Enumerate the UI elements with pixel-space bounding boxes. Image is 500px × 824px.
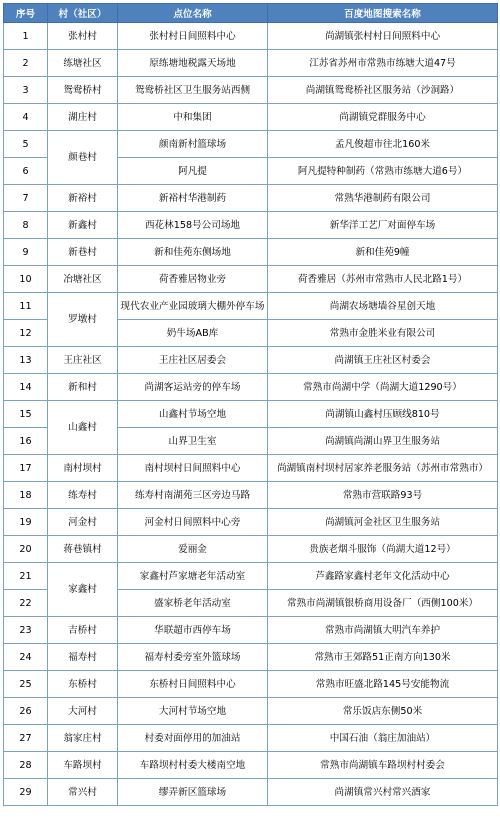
- row-number: 13: [4, 347, 48, 374]
- row-number: 26: [4, 698, 48, 725]
- row-number: 18: [4, 482, 48, 509]
- row-site-name: 大河村节场空地: [118, 698, 268, 725]
- row-site-name: 河金村日间照料中心旁: [118, 509, 268, 536]
- site-table: [3, 3, 498, 806]
- row-number: 7: [4, 185, 48, 212]
- table-row: [4, 752, 498, 779]
- header-site-name: 点位名称: [118, 4, 268, 23]
- row-number: 9: [4, 239, 48, 266]
- row-number: 5: [4, 131, 48, 158]
- row-number: 8: [4, 212, 48, 239]
- row-map-search-name: 常乐饭店东侧50米: [268, 698, 498, 725]
- row-number: 11: [4, 293, 48, 320]
- row-number: 24: [4, 644, 48, 671]
- row-number: 29: [4, 779, 48, 806]
- table-header-row: [4, 4, 498, 23]
- row-village: 练塘社区: [48, 50, 118, 77]
- row-number: 27: [4, 725, 48, 752]
- row-village: 练寿村: [48, 482, 118, 509]
- table-row: [4, 779, 498, 806]
- row-number: 16: [4, 428, 48, 455]
- table-row: [4, 131, 498, 158]
- row-map-search-name: 尚湖镇南村坝村居家养老服务站（苏州市常熟市）: [268, 455, 498, 482]
- row-number: 14: [4, 374, 48, 401]
- row-map-search-name: 常熟市旺盛北路145号安能物流: [268, 671, 498, 698]
- row-site-name: 颜南新村篮球场: [118, 131, 268, 158]
- table-row: [4, 212, 498, 239]
- table-row: [4, 617, 498, 644]
- table-row: [4, 455, 498, 482]
- table-body: [4, 23, 498, 806]
- row-map-search-name: 荷香雅居（苏州市常熟市人民北路1号）: [268, 266, 498, 293]
- table-row: [4, 644, 498, 671]
- row-village: 大河村: [48, 698, 118, 725]
- row-number: 21: [4, 563, 48, 590]
- row-map-search-name: 常熟市金胜米业有限公司: [268, 320, 498, 347]
- row-map-search-name: 中国石油（翁庄加油站）: [268, 725, 498, 752]
- row-number: 28: [4, 752, 48, 779]
- row-map-search-name: 芦鑫路家鑫村老年文化活动中心: [268, 563, 498, 590]
- row-map-search-name: 新华洋工艺厂对面停车场: [268, 212, 498, 239]
- table-row: [4, 347, 498, 374]
- row-village: 福寿村: [48, 644, 118, 671]
- row-village: 鸳鸯桥村: [48, 77, 118, 104]
- table-row: [4, 77, 498, 104]
- header-village: 村（社区）: [48, 4, 118, 23]
- table-row: [4, 239, 498, 266]
- row-village: 常兴村: [48, 779, 118, 806]
- row-village: 张村村: [48, 23, 118, 50]
- row-site-name: 荷香雅居物业旁: [118, 266, 268, 293]
- row-number: 10: [4, 266, 48, 293]
- row-map-search-name: 尚湖镇山鑫村压顾线810号: [268, 401, 498, 428]
- row-map-search-name: 尚湖镇常兴村常兴酒家: [268, 779, 498, 806]
- row-number: 1: [4, 23, 48, 50]
- row-site-name: 南村坝村日间照料中心: [118, 455, 268, 482]
- row-village: 新裕村: [48, 185, 118, 212]
- row-site-name: 西花林158号公司场地: [118, 212, 268, 239]
- row-map-search-name: 尚湖镇王庄社区村委会: [268, 347, 498, 374]
- row-village: 翁家庄村: [48, 725, 118, 752]
- table-row: [4, 671, 498, 698]
- table-row: [4, 509, 498, 536]
- row-site-name: 练寿村南湖苑三区旁边马路: [118, 482, 268, 509]
- table-row: [4, 266, 498, 293]
- row-village: 车路坝村: [48, 752, 118, 779]
- row-village: 新鑫村: [48, 212, 118, 239]
- table-row: [4, 698, 498, 725]
- row-site-name: 王庄社区居委会: [118, 347, 268, 374]
- row-village: 家鑫村: [48, 563, 118, 617]
- row-number: 15: [4, 401, 48, 428]
- header-number: 序号: [4, 4, 48, 23]
- table-row: [4, 185, 498, 212]
- table-row: [4, 401, 498, 428]
- row-number: 3: [4, 77, 48, 104]
- table-row: [4, 482, 498, 509]
- row-site-name: 车路坝村村委大楼南空地: [118, 752, 268, 779]
- row-map-search-name: 常熟市尚湖中学（尚湖大道1290号）: [268, 374, 498, 401]
- row-map-search-name: 尚湖镇尚湖山界卫生服务站: [268, 428, 498, 455]
- row-number: 4: [4, 104, 48, 131]
- row-map-search-name: 尚湖镇党群服务中心: [268, 104, 498, 131]
- table-row: [4, 293, 498, 320]
- row-village: 东桥村: [48, 671, 118, 698]
- row-village: 新和村: [48, 374, 118, 401]
- header-map-search-name: 百度地图搜索名称: [268, 4, 498, 23]
- row-site-name: 尚湖客运站旁的停车场: [118, 374, 268, 401]
- row-site-name: 村委对面停用的加油站: [118, 725, 268, 752]
- row-map-search-name: 江苏省苏州市常熟市练塘大道47号: [268, 50, 498, 77]
- row-village: 罗墩村: [48, 293, 118, 347]
- row-map-search-name: 常熟市尚湖镇车路坝村村委会: [268, 752, 498, 779]
- row-number: 23: [4, 617, 48, 644]
- row-site-name: 原练塘地税露天场地: [118, 50, 268, 77]
- row-number: 25: [4, 671, 48, 698]
- row-site-name: 新和佳苑东侧场地: [118, 239, 268, 266]
- row-map-search-name: 常熟市王郊路51正南方向130米: [268, 644, 498, 671]
- row-village: 河金村: [48, 509, 118, 536]
- row-number: 17: [4, 455, 48, 482]
- row-map-search-name: 尚湖镇鸳鸯桥社区服务站（沙洞路）: [268, 77, 498, 104]
- row-village: 吉桥村: [48, 617, 118, 644]
- row-site-name: 鸳鸯桥社区卫生服务站西侧: [118, 77, 268, 104]
- row-site-name: 缪弄新区篮球场: [118, 779, 268, 806]
- row-number: 6: [4, 158, 48, 185]
- row-map-search-name: 贵族老烟斗服饰（尚湖大道12号）: [268, 536, 498, 563]
- table-row: [4, 23, 498, 50]
- row-village: 王庄社区: [48, 347, 118, 374]
- row-map-search-name: 尚湖农场塘墙谷星创天地: [268, 293, 498, 320]
- row-map-search-name: 常熟市营联路93号: [268, 482, 498, 509]
- row-map-search-name: 尚湖镇河金社区卫生服务站: [268, 509, 498, 536]
- table-row: [4, 50, 498, 77]
- row-number: 2: [4, 50, 48, 77]
- row-map-search-name: 孟凡俊超市往北160米: [268, 131, 498, 158]
- row-site-name: 家鑫村芦家塘老年活动室: [118, 563, 268, 590]
- row-map-search-name: 尚湖镇张村村日间照料中心: [268, 23, 498, 50]
- row-number: 20: [4, 536, 48, 563]
- row-site-name: 东桥村日间照料中心: [118, 671, 268, 698]
- row-site-name: 阿凡提: [118, 158, 268, 185]
- row-number: 22: [4, 590, 48, 617]
- row-map-search-name: 阿凡提特种制药（常熟市练塘大道6号）: [268, 158, 498, 185]
- row-number: 12: [4, 320, 48, 347]
- row-map-search-name: 常熟市尚湖镇大明汽车养护: [268, 617, 498, 644]
- row-site-name: 现代农业产业园玻璃大棚外停车场: [118, 293, 268, 320]
- row-village: 湖庄村: [48, 104, 118, 131]
- table-row: [4, 536, 498, 563]
- row-site-name: 山界卫生室: [118, 428, 268, 455]
- row-village: 山鑫村: [48, 401, 118, 455]
- row-site-name: 福寿村委旁室外篮球场: [118, 644, 268, 671]
- row-village: 冶塘社区: [48, 266, 118, 293]
- table-row: [4, 563, 498, 590]
- row-site-name: 奶牛场AB库: [118, 320, 268, 347]
- row-site-name: 张村村日间照料中心: [118, 23, 268, 50]
- row-map-search-name: 常熟华港制药有限公司: [268, 185, 498, 212]
- row-village: 蒋巷镇村: [48, 536, 118, 563]
- row-village: 新巷村: [48, 239, 118, 266]
- row-village: 颜巷村: [48, 131, 118, 185]
- row-map-search-name: 常熟市尚湖镇银桥商用设备厂（西侧100米）: [268, 590, 498, 617]
- row-number: 19: [4, 509, 48, 536]
- row-site-name: 爱丽金: [118, 536, 268, 563]
- row-map-search-name: 新和佳苑9幢: [268, 239, 498, 266]
- row-site-name: 山鑫村节场空地: [118, 401, 268, 428]
- row-village: 南村坝村: [48, 455, 118, 482]
- row-site-name: 中和集团: [118, 104, 268, 131]
- row-site-name: 新裕村华港制药: [118, 185, 268, 212]
- table-row: [4, 104, 498, 131]
- row-site-name: 盛家桥老年活动室: [118, 590, 268, 617]
- row-site-name: 华联超市西停车场: [118, 617, 268, 644]
- table-row: [4, 725, 498, 752]
- table-row: [4, 374, 498, 401]
